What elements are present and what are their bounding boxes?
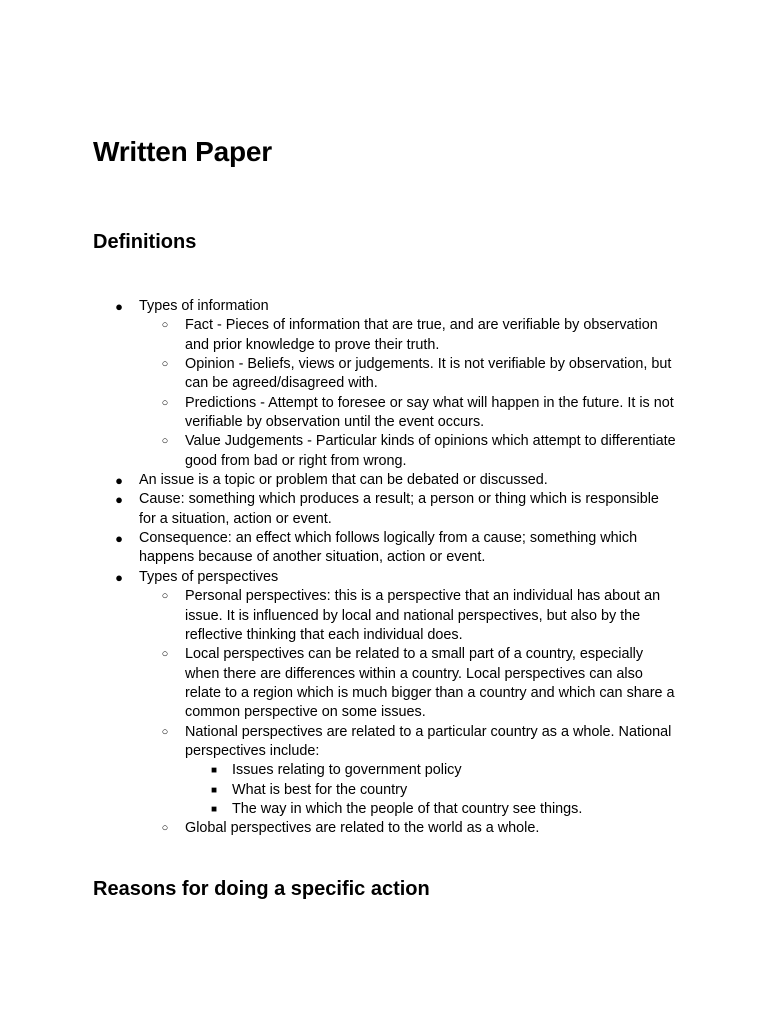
bullet-icon: ● xyxy=(115,569,123,585)
list-item-text: National perspectives are related to a particular country as a whole. National perspectives include: xyxy=(185,723,672,759)
page-title: Written Paper xyxy=(93,136,272,167)
circle-bullet-icon: ○ xyxy=(161,319,169,332)
list-item xyxy=(185,800,678,819)
heading-reasons: Reasons for doing a specific action xyxy=(93,878,430,900)
list-item-text: Fact - Pieces of information that are true, and are verifiable by observation and prior knowledge to prove their truth. xyxy=(185,317,658,353)
list-item xyxy=(139,587,678,645)
heading-definitions: Definitions xyxy=(93,231,197,253)
list-item xyxy=(139,645,678,722)
list-item-text: An issue is a topic or problem that can be debated or discussed. xyxy=(139,472,548,489)
circle-bullet-icon: ○ xyxy=(161,648,169,661)
list-item-text: Local perspectives can be related to a small part of a country, especially when there are differences within a country. Local perspectives can also relate to a region which is much bigger than a country and which can share a common perspective on some issues. xyxy=(185,646,675,721)
circle-bullet-icon: ○ xyxy=(161,822,169,835)
list-item-text: Cause: something which produces a result; a person or thing which is responsible for a situation, action or event. xyxy=(139,491,659,527)
square-bullet-icon: ■ xyxy=(210,803,218,815)
list-item-text: The way in which the people of that country see things. xyxy=(232,800,583,817)
list-item xyxy=(139,723,678,820)
bullet-icon: ● xyxy=(115,473,123,489)
list-item xyxy=(185,781,678,800)
list-item-text: What is best for the country xyxy=(232,781,408,798)
circle-bullet-icon: ○ xyxy=(161,590,169,603)
list-item xyxy=(139,394,678,433)
list-item xyxy=(0,297,768,471)
list-item-text: Types of perspectives xyxy=(139,568,279,585)
circle-bullet-icon: ○ xyxy=(161,725,169,738)
list-item xyxy=(0,490,768,529)
list-item xyxy=(139,355,678,394)
list-item xyxy=(0,471,768,490)
square-bullet-icon: ■ xyxy=(210,784,218,796)
list-item-text: Consequence: an effect which follows logically from a cause; something which happens because of another situation, action or event. xyxy=(139,530,638,566)
bullet-icon: ● xyxy=(115,492,123,508)
list-item xyxy=(0,568,768,839)
definitions-list xyxy=(0,297,768,839)
list-item-text: Personal perspectives: this is a perspective that an individual has about an issue. It is influenced by local and national perspectives, but also by the reflective thinking that each individual does. xyxy=(185,588,661,643)
list-item xyxy=(0,529,768,568)
list-item-text: Opinion - Beliefs, views or judgements. It is not verifiable by observation, but can be agreed/disagreed with. xyxy=(185,356,672,392)
circle-bullet-icon: ○ xyxy=(161,358,169,371)
list-item xyxy=(139,316,678,355)
list-item xyxy=(139,432,678,471)
bullet-icon: ● xyxy=(115,531,123,547)
bullet-icon: ● xyxy=(115,299,123,314)
list-item xyxy=(139,819,678,838)
circle-bullet-icon: ○ xyxy=(161,396,169,409)
list-item-text: Predictions - Attempt to foresee or say what will happen in the future. It is not verifiable by observation until the event occurs. xyxy=(185,394,674,431)
circle-bullet-icon: ○ xyxy=(161,435,169,448)
list-item-text: Global perspectives are related to the world as a whole. xyxy=(185,820,540,837)
list-item-text: Types of information xyxy=(139,298,269,314)
list-item xyxy=(185,761,678,780)
list-item-text: Value Judgements - Particular kinds of opinions which attempt to differentiate good from bad or right from wrong. xyxy=(185,433,676,469)
list-item-text: Issues relating to government policy xyxy=(232,762,462,779)
square-bullet-icon: ■ xyxy=(210,765,218,777)
